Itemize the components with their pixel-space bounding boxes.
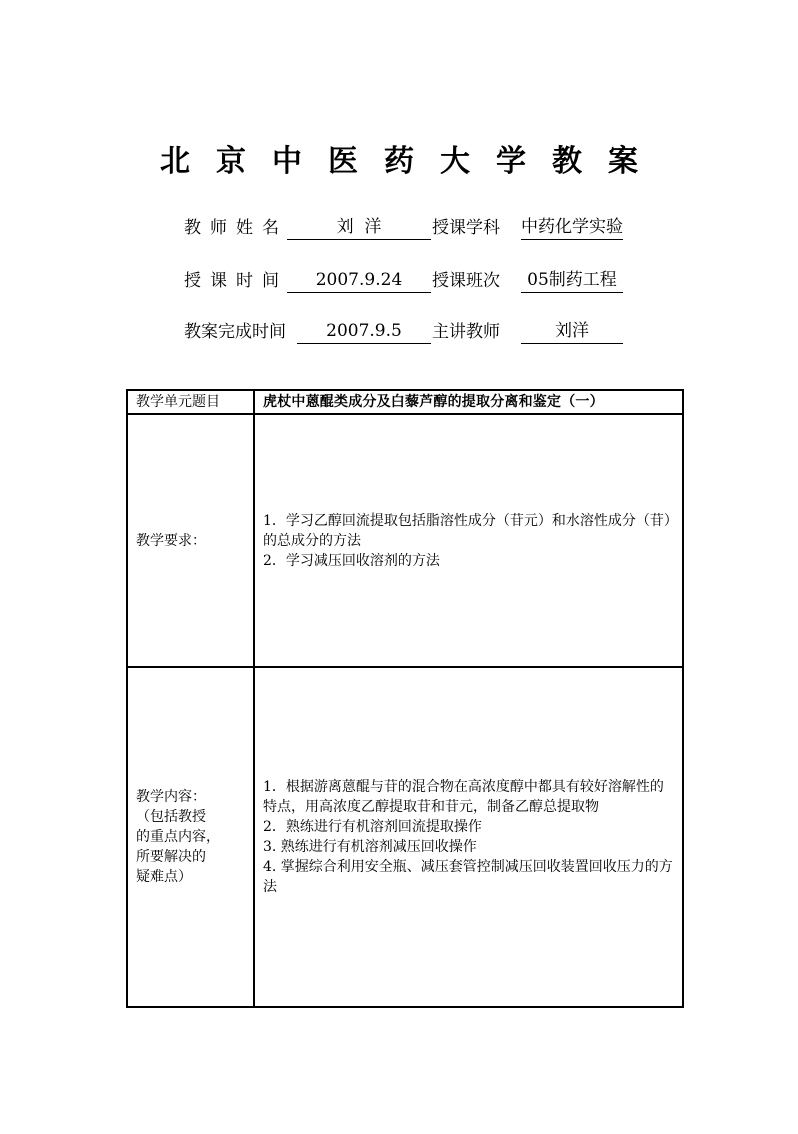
content-label xyxy=(127,667,254,1007)
content-item: 4. 掌握综合利用安全瓶、减压套管控制减压回收装置回收压力的方法 xyxy=(263,859,673,895)
content-label-line: 疑难点） xyxy=(136,869,192,885)
content-item: 2．熟练进行有机溶剂回流提取操作 xyxy=(263,819,482,835)
requirement-item: 2．学习减压回收溶剂的方法 xyxy=(263,552,440,569)
requirement-item: 1．学习乙醇回流提取包括脂溶性成分（苷元）和水溶性成分（苷）的总成分的方法 xyxy=(263,512,671,549)
content-item: 3. 熟练进行有机溶剂减压回收操作 xyxy=(263,839,477,855)
requirements-row xyxy=(127,414,683,667)
page-title: 北京中医药大学教案 xyxy=(160,144,664,179)
done-label: 教案完成时间 xyxy=(184,322,286,342)
subject-label: 授课学科 xyxy=(432,218,500,238)
subject-value: 中药化学实验 xyxy=(521,215,623,240)
done-value: 2007.9.5 xyxy=(297,319,431,344)
lesson-plan-table xyxy=(126,389,684,1008)
time-label: 授课时间 xyxy=(184,271,288,291)
content-row xyxy=(127,667,683,1007)
content-label-line: 所要解决的 xyxy=(136,849,206,865)
class-value: 05制药工程 xyxy=(521,268,623,293)
time-value: 2007.9.24 xyxy=(287,268,431,293)
teacher-label: 教师姓名 xyxy=(184,218,288,238)
requirements-label: 教学要求： xyxy=(127,414,254,667)
unit-label: 教学单元题目 xyxy=(127,390,254,414)
teacher-value: 刘 洋 xyxy=(287,215,431,240)
content-item: 1．根据游离蒽醌与苷的混合物在高浓度醇中都具有较好溶解性的特点，用高浓度乙醇提取苷和苷元，制备乙醇总提取物 xyxy=(263,779,664,815)
requirements-content xyxy=(254,414,683,667)
unit-title: 虎杖中蒽醌类成分及白藜芦醇的提取分离和鉴定（一） xyxy=(254,390,683,414)
lecturer-label: 主讲教师 xyxy=(432,322,500,342)
content-label-line: 教学内容： xyxy=(136,789,206,805)
content-body xyxy=(254,667,683,1007)
lecturer-value: 刘洋 xyxy=(521,319,623,344)
content-label-line: 的重点内容， xyxy=(136,829,220,845)
content-label-line: （包括教授 xyxy=(136,809,206,825)
class-label: 授课班次 xyxy=(432,271,500,291)
unit-row xyxy=(127,390,683,414)
